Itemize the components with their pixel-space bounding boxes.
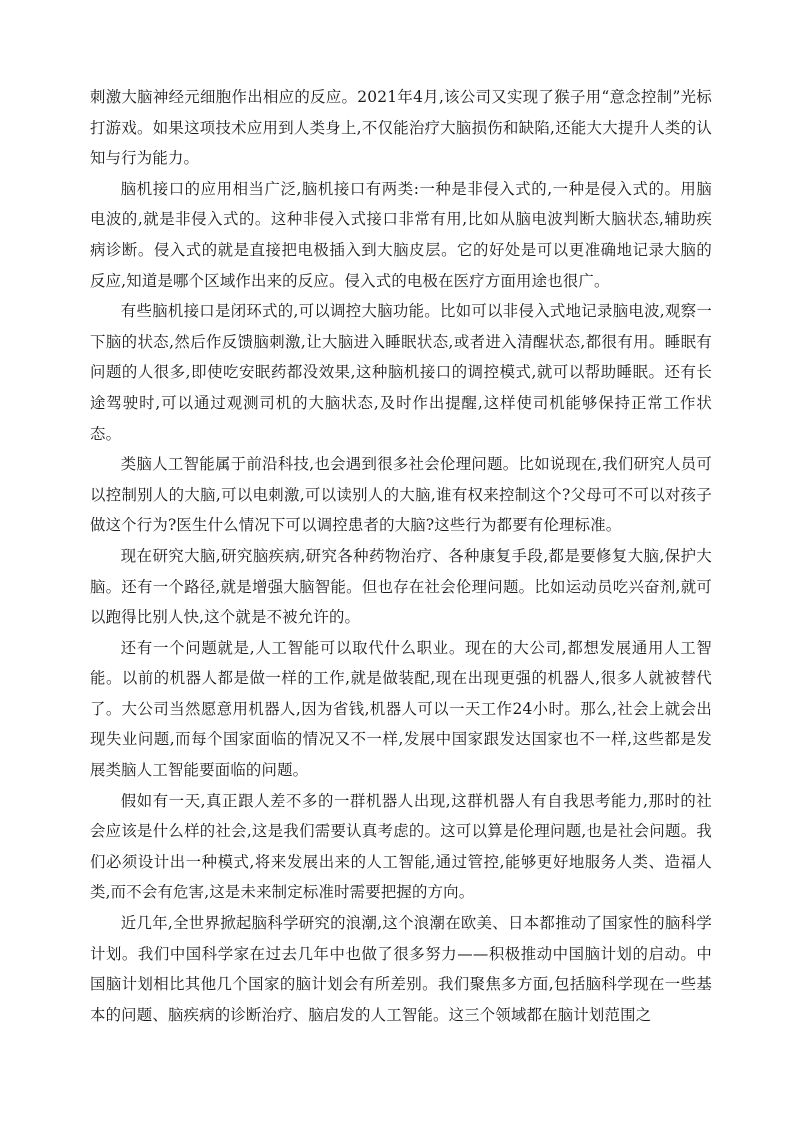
article-body — [90, 82, 712, 1030]
paragraph: 现在研究大脑,研究脑疾病,研究各种药物治疗、各种康复手段,都是要修复大脑,保护大脑。还有一个路径,就是增强大脑智能。但也存在社会伦理问题。比如运动员吃兴奋剂,就可以跑得比别人快,这个就是不被允许的。 — [90, 546, 712, 627]
paragraph: 脑机接口的应用相当广泛,脑机接口有两类:一种是非侵入式的,一种是侵入式的。用脑电波的,就是非侵入式的。这种非侵入式接口非常有用,比如从脑电波判断大脑状态,辅助疾病诊断。侵入式的就是直接把电极插入到大脑皮层。它的好处是可以更准确地记录大脑的反应,知道是哪个区域作出来的反应。侵入式的电极在医疗方面用途也很广。 — [90, 179, 712, 290]
paragraph: 类脑人工智能属于前沿科技,也会遇到很多社会伦理问题。比如说现在,我们研究人员可以控制别人的大脑,可以电刺激,可以读别人的大脑,谁有权来控制这个?父母可不可以对孩子做这个行为?医生什么情况下可以调控患者的大脑?这些行为都要有伦理标准。 — [90, 455, 712, 535]
paragraph: 假如有一天,真正跟人差不多的一群机器人出现,这群机器人有自我思考能力,那时的社会应该是什么样的社会,这是我们需要认真考虑的。这可以算是伦理问题,也是社会问题。我们必须设计出一种模式,将来发展出来的人工智能,通过管控,能够更好地服务人类、造福人类,而不会有危害,这是未来制定标准时需要把握的方向。 — [90, 791, 712, 902]
paragraph: 刺激大脑神经元细胞作出相应的反应。2021年4月,该公司又实现了猴子用“意念控制”光标打游戏。如果这项技术应用到人类身上,不仅能治疗大脑损伤和缺陷,还能大大提升人类的认知与行为能力。 — [90, 88, 712, 168]
paragraph: 还有一个问题就是,人工智能可以取代什么职业。现在的大公司,都想发展通用人工智能。以前的机器人都是做一样的工作,就是做装配,现在出现更强的机器人,很多人就被替代了。大公司当然愿意用机器人,因为省钱,机器人可以一天工作24小时。那么,社会上就会出现失业问题,而每个国家面临的情况又不一样,发展中国家跟发达国家也不一样,这些都是发展类脑人工智能要面临的问题。 — [90, 638, 712, 780]
paragraph: 有些脑机接口是闭环式的,可以调控大脑功能。比如可以非侵入式地记录脑电波,观察一下脑的状态,然后作反馈脑刺激,让大脑进入睡眠状态,或者进入清醒状态,都很有用。睡眠有问题的人很多,即使吃安眠药都没效果,这种脑机接口的调控模式,就可以帮助睡眠。还有长途驾驶时,可以通过观测司机的大脑状态,及时作出提醒,这样使司机能够保持正常工作状态。 — [90, 302, 712, 443]
paragraph: 近几年,全世界掀起脑科学研究的浪潮,这个浪潮在欧美、日本都推动了国家性的脑科学计划。我们中国科学家在过去几年中也做了很多努力——积极推动中国脑计划的启动。中国脑计划相比其他几个国家的脑计划会有所差别。我们聚焦多方面,包括脑科学现在一些基本的问题、脑疾病的诊断治疗、脑启发的人工智能。这三个领域都在脑计划范围之 — [90, 914, 712, 1024]
